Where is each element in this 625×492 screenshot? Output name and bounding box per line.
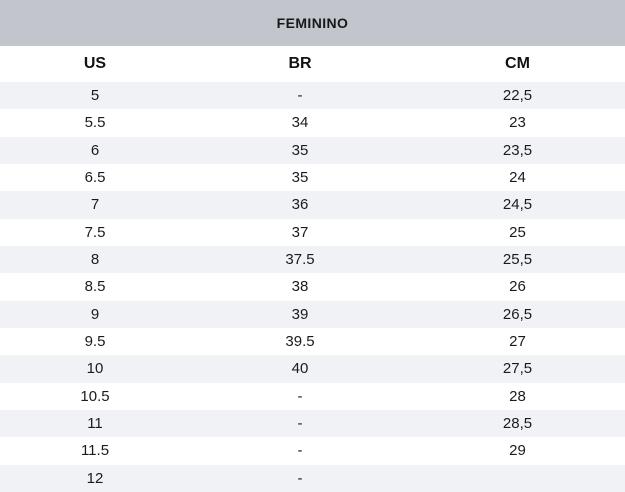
table-cell: 23	[410, 109, 625, 136]
table-cell: 24,5	[410, 191, 625, 218]
table-cell: -	[190, 410, 410, 437]
table-cell: 11	[0, 410, 190, 437]
table-cell: -	[190, 82, 410, 109]
table-cell	[410, 465, 625, 492]
table-cell: 23,5	[410, 137, 625, 164]
table-cell: 7	[0, 191, 190, 218]
header-row	[0, 46, 625, 82]
table-cell: 5	[0, 82, 190, 109]
column-header-cm: CM	[410, 46, 625, 82]
column-header-br: BR	[190, 46, 410, 82]
table-cell: 27	[410, 328, 625, 355]
table-row	[0, 137, 625, 164]
table-row	[0, 301, 625, 328]
table-cell: 9.5	[0, 328, 190, 355]
table-cell: 26,5	[410, 301, 625, 328]
table-cell: 37.5	[190, 246, 410, 273]
table-cell: 27,5	[410, 355, 625, 382]
table-row	[0, 109, 625, 136]
table-cell: 40	[190, 355, 410, 382]
table-row	[0, 219, 625, 246]
table-cell: 39.5	[190, 328, 410, 355]
table-cell: 6	[0, 137, 190, 164]
table-cell: 12	[0, 465, 190, 492]
table-title: FEMININO	[276, 15, 349, 31]
table-row	[0, 355, 625, 382]
size-conversion-table	[0, 46, 625, 492]
table-cell: 28	[410, 383, 625, 410]
table-cell: 8	[0, 246, 190, 273]
table-row	[0, 437, 625, 464]
table-row	[0, 273, 625, 300]
column-header-us: US	[0, 46, 190, 82]
table-cell: 29	[410, 437, 625, 464]
table-cell: 28,5	[410, 410, 625, 437]
table-cell: -	[190, 437, 410, 464]
table-cell: 24	[410, 164, 625, 191]
table-cell: 26	[410, 273, 625, 300]
table-cell: 9	[0, 301, 190, 328]
table-row	[0, 191, 625, 218]
table-cell: 10	[0, 355, 190, 382]
table-cell: 25	[410, 219, 625, 246]
table-cell: 36	[190, 191, 410, 218]
table-body	[0, 82, 625, 492]
table-title-band	[0, 0, 625, 46]
table-row	[0, 465, 625, 492]
table-cell: 5.5	[0, 109, 190, 136]
table-cell: 37	[190, 219, 410, 246]
table-cell: 22,5	[410, 82, 625, 109]
table-cell: 11.5	[0, 437, 190, 464]
table-row	[0, 410, 625, 437]
table-row	[0, 383, 625, 410]
table-cell: 7.5	[0, 219, 190, 246]
table-cell: 34	[190, 109, 410, 136]
table-cell: 25,5	[410, 246, 625, 273]
table-cell: 38	[190, 273, 410, 300]
table-row	[0, 82, 625, 109]
table-cell: 35	[190, 164, 410, 191]
table-row	[0, 164, 625, 191]
table-cell: 39	[190, 301, 410, 328]
table-cell: 8.5	[0, 273, 190, 300]
table-cell: 6.5	[0, 164, 190, 191]
table-cell: -	[190, 383, 410, 410]
table-cell: 35	[190, 137, 410, 164]
table-row	[0, 328, 625, 355]
table-row	[0, 246, 625, 273]
table-cell: 10.5	[0, 383, 190, 410]
table-cell: -	[190, 465, 410, 492]
